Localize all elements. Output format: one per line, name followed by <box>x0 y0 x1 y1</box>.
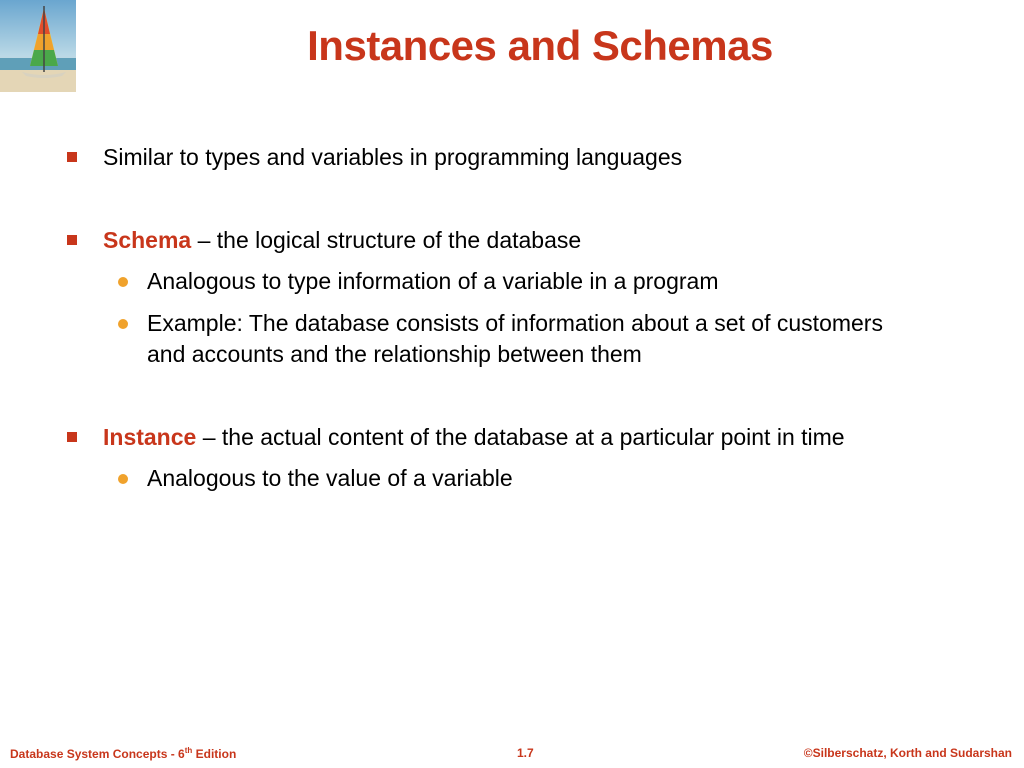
square-bullet-icon <box>67 152 77 162</box>
footer-book-title <box>10 746 236 761</box>
square-bullet-icon <box>67 432 77 442</box>
footer-book-name: Database System Concepts - 6 <box>10 747 185 761</box>
round-bullet-icon <box>118 474 128 484</box>
sub-bullet-schema-example-line1: Example: The database consists of information about a set of customers <box>147 310 883 336</box>
instance-definition: – the actual content of the database at a particular point in time <box>196 424 845 450</box>
schema-keyword: Schema <box>103 227 192 253</box>
round-bullet-icon <box>118 277 128 287</box>
footer-copyright: ©Silberschatz, Korth and Sudarshan <box>803 746 1012 760</box>
footer-page-number: 1.7 <box>517 746 534 760</box>
square-bullet-icon <box>67 235 77 245</box>
bullet-instance <box>103 422 845 453</box>
sub-bullet-schema-analogy: Analogous to type information of a variable in a program <box>147 268 719 294</box>
sub-bullet-instance-analogy: Analogous to the value of a variable <box>147 465 513 491</box>
bullet-schema <box>103 225 581 256</box>
sub-bullet-schema-example-line2: and accounts and the relationship between them <box>147 341 642 367</box>
instance-keyword: Instance <box>103 424 197 450</box>
footer-book-sup: th <box>184 746 193 755</box>
sailboat-logo-icon <box>0 0 76 92</box>
schema-definition: – the logical structure of the database <box>191 227 582 253</box>
slide-title: Instances and Schemas <box>307 22 773 69</box>
footer-book-edition: Edition <box>192 747 237 761</box>
round-bullet-icon <box>118 319 128 329</box>
bullet-types-variables: Similar to types and variables in programming languages <box>103 144 683 170</box>
